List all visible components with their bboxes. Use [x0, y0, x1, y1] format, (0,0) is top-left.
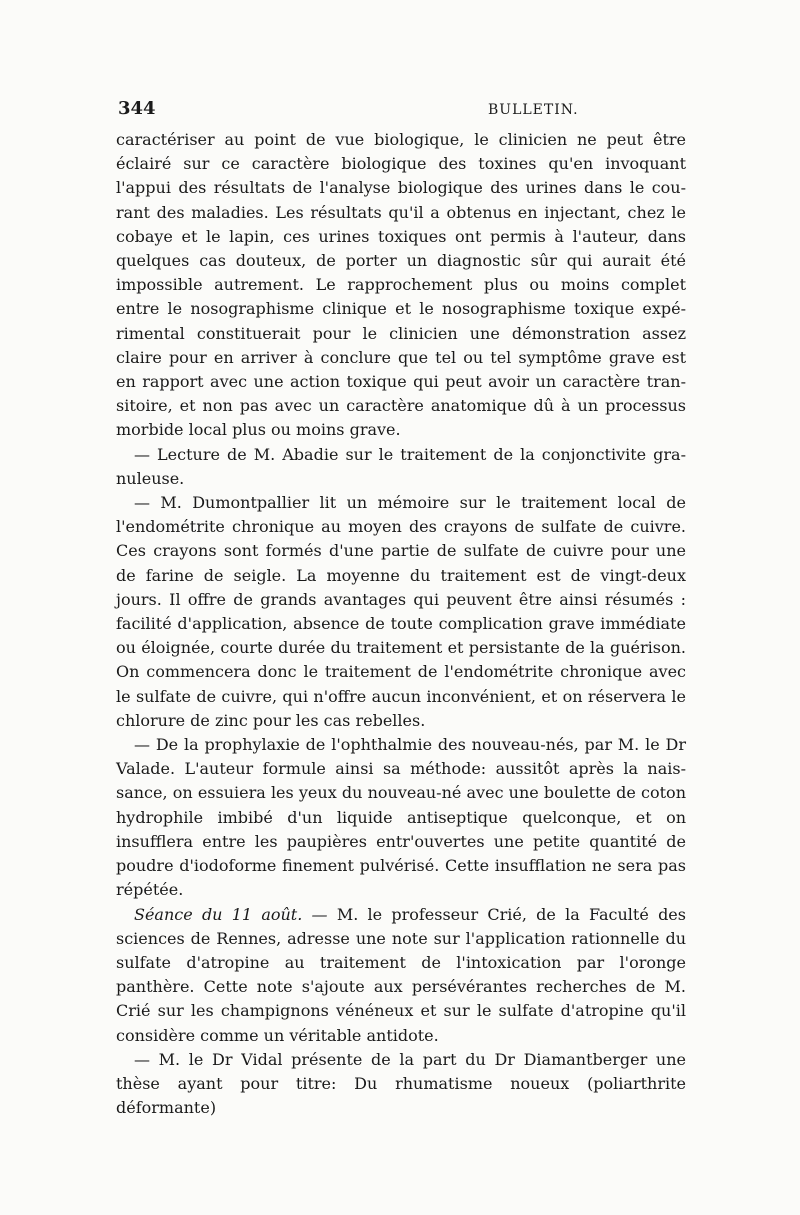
running-head: BULLETIN. [488, 102, 579, 118]
paragraph-valade: — De la prophylaxie de l'ophthalmie des nouveau-nés, par M. le Dr Valade. L'auteur formule ainsi sa méthode: aussitôt après la naissance, on essuiera les yeux du nouveau-né avec une boulette de coton hydrophile imbibé d'un liquide antiseptique quelconque, et on insufflera entre les paupières entr'ouvertes une petite quantité de poudre d'iodoforme finement pulvérisé. Cette insufflation ne sera pas répétée. [116, 735, 686, 900]
paragraph-abadie: — Lecture de M. Abadie sur le traitement de la conjonctivite granuleuse. [116, 444, 686, 488]
page-header [118, 98, 684, 122]
paragraph-crie: M. le professeur Crié, de la Faculté des sciences de Rennes, adresse une note sur l'application rationnelle du sulfate d'atropine au traitement de l'intoxication par l'oronge panthère. Cette note s'ajoute aux persévérantes recherches de M. Crié sur les champignons vénéneux et sur le sulfate d'atropine qu'il considère comme un véritable antidote. [116, 904, 686, 1045]
paragraph-seance-11-aout [116, 903, 686, 1048]
paragraph-vidal: — M. le Dr Vidal présente de la part du Dr Diamantberger une thèse ayant pour titre: Du rhumatisme noueux (poliarthrite déformante) [116, 1049, 686, 1118]
paragraph-dumontpallier: — M. Dumontpallier lit un mémoire sur le traitement local de l'endométrite chronique au moyen des crayons de sulfate de cuivre. Ces crayons sont formés d'une partie de sulfate de cuivre pour une de farine de seigle. La moyenne du traitement est de vingt-deux jours. Il offre de grands avantages qui peuvent être ainsi résumés : facilité d'application, absence de toute complication grave immédiate ou éloignée, courte durée du traitement et persistante de la guérison. On commencera donc le traitement de l'endométrite chronique avec le sulfate de cuivre, qui n'offre aucun inconvénient, et on réservera le chlorure de zinc pour les cas rebelles. [116, 493, 686, 730]
body-text [116, 128, 686, 1120]
paragraph-urines-toxicity: caractériser au point de vue biologique, le clinicien ne peut être éclairé sur ce caractère biologique des toxines qu'en invoquant l'appui des résultats de l'analyse biologique des urines dans le courant des maladies. Les résultats qu'il a obtenus en injectant, chez le cobaye et le lapin, ces urines toxiques ont permis à l'auteur, dans quelques cas douteux, de porter un diagnostic sûr qui aurait été impossible autrement. Le rapprochement plus ou moins complet entre le nosographisme clinique et le nosographisme toxique expérimental constituerait pour le clinicien une démonstration assez claire pour en arriver à conclure que tel ou tel symptôme grave est en rapport avec une action toxique qui peut avoir un caractère transitoire, et non pas avec un caractère anatomique dû à un processus morbide local plus ou moins grave. [116, 130, 686, 440]
page-number: 344 [118, 98, 156, 119]
seance-heading: Séance du 11 août. — [134, 904, 328, 924]
